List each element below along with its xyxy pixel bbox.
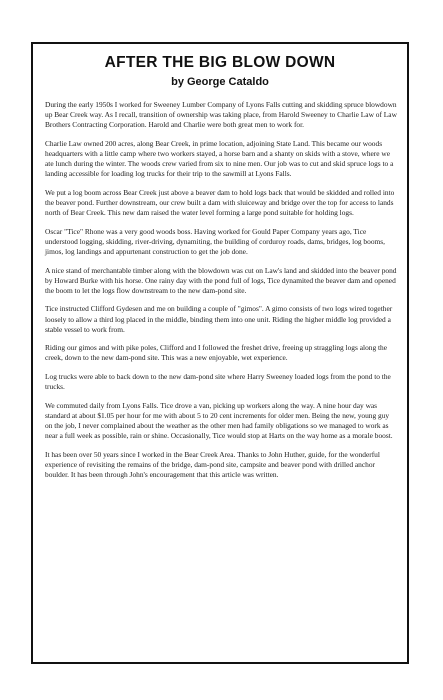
paragraph: We commuted daily from Lyons Falls. Tice drove a van, picking up workers along the way. A nine hour day was standard at about $1.05 per hour for me with about 5 to 20 cent increments for older men. Being the new, young guy on the job, I never complained about the weather as the other men had family obligations so we managed to work as near a full week as possible, rain or shine. Occasionally, Tice would stop at Harts on the way home as a morale boost. bbox=[45, 400, 393, 441]
paragraph: We put a log boom across Bear Creek just above a beaver dam to hold logs back that would be skidded and rolled into the beaver pond. Further downstream, our crew built a dam with sluiceway and bridge over the top for access to lands north of Bear Creek. This new dam raised the water level forming a large pond suitable for holding logs. bbox=[45, 187, 395, 218]
paragraph: Oscar "Tice" Rhone was a very good woods boss. Having worked for Gould Paper Company years ago, Tice understood logging, skidding, river-driving, dynamiting, the building of corduroy roads, dams, bridges, log booms, jimos, log landings and appurtenant construction to get the job done. bbox=[45, 226, 385, 256]
paragraph: During the early 1950s I worked for Sweeney Lumber Company of Lyons Falls cutting and skidding spruce blowdown up Bear Creek way. As I recall, transition of ownership was taking place, from Harold Sweeney to Charlie Law of Law Brothers Contracting Corporation. Harold and Charlie were both great men to work for. bbox=[45, 100, 397, 130]
paragraph: A nice stand of merchantable timber along with the blowdown was cut on Law's land and skidded into the beaver pond by Howard Burke with his horse. One rainy day with the pond full of logs, Tice dynamited the beaver dam and opened the boom to let the logs flow downstream to the new dam-pond site. bbox=[45, 265, 397, 295]
paragraph: Log trucks were able to back down to the new dam-pond site where Harry Sweeney loaded logs from the pond to the trucks. bbox=[45, 372, 391, 392]
paragraph: Riding our gimos and with pike poles, Clifford and I followed the freshet drive, freeing up straggling logs along the creek, down to the new dam-pond site. This was a new enjoyable, wet experience. bbox=[45, 343, 388, 363]
paragraph: Tice instructed Clifford Gydesen and me on building a couple of "gimos". A gimo consists of two logs wired together loosely to allow a third log placed in the middle, binding them into one unit. Riding the higher middle log provided a stable vessel to work from. bbox=[45, 304, 393, 334]
article-byline: by George Cataldo bbox=[171, 76, 269, 88]
paragraph: It has been over 50 years since I worked in the Bear Creek Area. Thanks to John Huther, guide, for the wonderful experience of revisiting the remains of the bridge, dam-pond site, campsite and beaver pond with drilled anchor boulder. It has been through John's encouragement that this article was written. bbox=[45, 449, 380, 480]
article-frame bbox=[31, 42, 409, 664]
paragraph: Charlie Law owned 200 acres, along Bear Creek, in prime location, adjoining State Land. This became our woods headquarters with a little camp where two workers stayed, a horse barn and a shanty on skids with a stove, where we ate lunch during the winter. The woods crew varied from six to nine men. Our job was to cut and skid spruce logs to a landing accessible for loading log trucks for their trip to the sawmill at Lyons Falls. bbox=[45, 138, 394, 179]
article-body bbox=[45, 100, 397, 489]
article-title: AFTER THE BIG BLOW DOWN bbox=[104, 54, 336, 71]
